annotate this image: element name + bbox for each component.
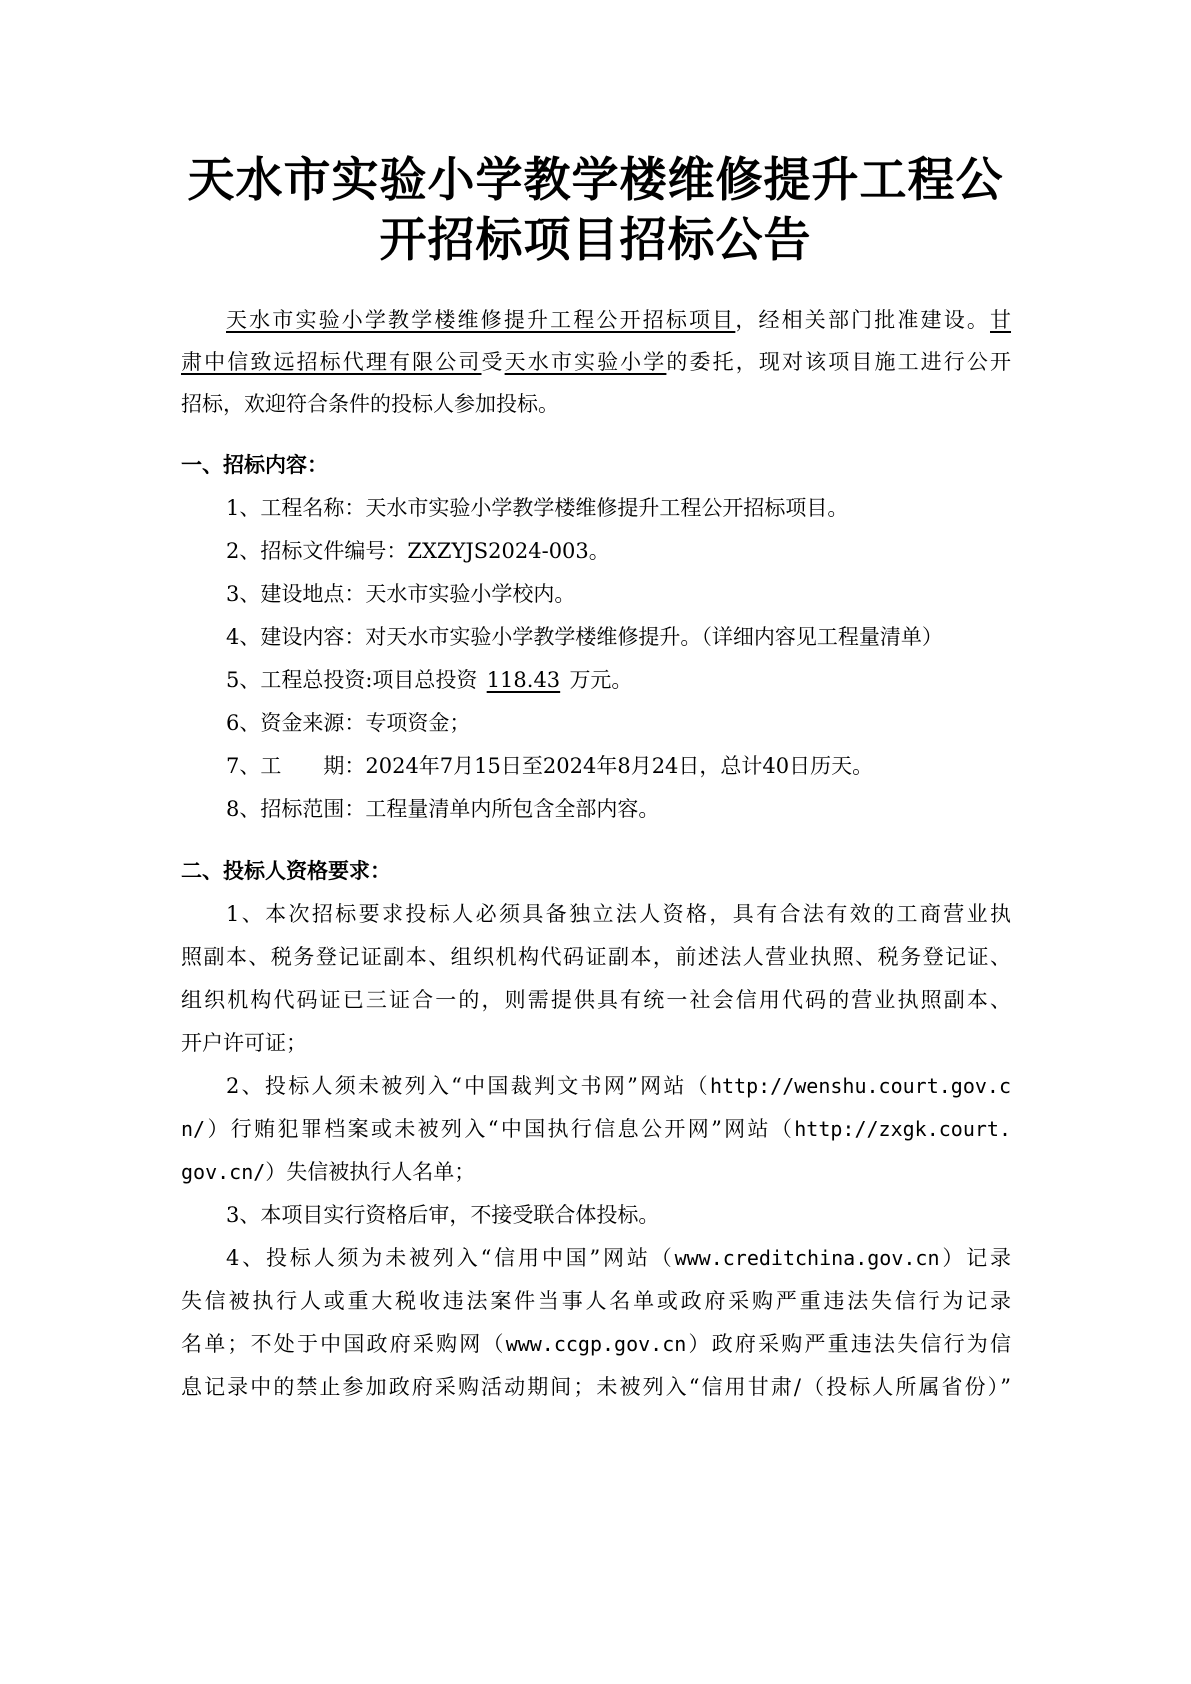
section-1-item-6: 6、资金来源：专项资金； xyxy=(226,711,471,735)
project-name: 天水市实验小学教学楼维修提升工程公开招标项目 xyxy=(226,308,736,332)
client-name: 天水市实验小学 xyxy=(504,350,667,374)
wenshu-url-part-1: http://wenshu.court.gov.c xyxy=(709,1074,1011,1098)
requirement-2-text-2: ）行贿犯罪档案或未被列入“中国执行信息公开网”网站（ xyxy=(205,1117,795,1141)
section-1-item-5 xyxy=(226,665,1011,695)
requirement-4-line-1 xyxy=(226,1243,1011,1273)
intro-text-1: ，经相关部门批准建设。 xyxy=(735,308,991,332)
intro-text-3: 的委托，现对该项目施工进行公开 xyxy=(666,350,1012,374)
wenshu-url-part-2: n/ xyxy=(181,1117,206,1141)
zxgk-url-part-2: gov.cn/ xyxy=(181,1160,266,1184)
document-title-line-2: 开招标项目招标公告 xyxy=(379,213,812,268)
intro-text-2: 受 xyxy=(481,350,505,374)
requirement-2-line-2 xyxy=(181,1114,1011,1144)
investment-amount: 118.43 xyxy=(486,668,561,692)
ccgp-url: www.ccgp.gov.cn xyxy=(505,1332,687,1356)
intro-line-2 xyxy=(181,347,1011,377)
investment-unit: 万元。 xyxy=(569,668,633,692)
requirement-1-line-2: 照副本、税务登记证副本、组织机构代码证副本，前述法人营业执照、税务登记证、 xyxy=(181,945,1011,969)
agent-name-part-1: 甘 xyxy=(990,308,1012,332)
requirement-1-line-1: 1、本次招标要求投标人必须具备独立法人资格，具有合法有效的工商营业执 xyxy=(226,902,1011,926)
investment-label: 5、工程总投资:项目总投资 xyxy=(226,668,478,692)
requirement-4-text-1: 4、投标人须为未被列入“信用中国”网站（ xyxy=(226,1246,675,1270)
intro-line-3: 招标，欢迎符合条件的投标人参加投标。 xyxy=(181,392,559,416)
creditchina-url: www.creditchina.gov.cn xyxy=(674,1246,940,1270)
requirement-2-text-1: 2、投标人须未被列入“中国裁判文书网”网站（ xyxy=(226,1074,710,1098)
requirement-2-line-3 xyxy=(181,1157,1011,1187)
section-1-item-3: 3、建设地点：天水市实验小学校内。 xyxy=(226,582,576,606)
requirement-4-line-3 xyxy=(181,1329,1011,1359)
requirement-4-text-4: ）政府采购严重违法失信行为信 xyxy=(686,1332,1011,1356)
document-title-line-1: 天水市实验小学教学楼维修提升工程公 xyxy=(187,153,1004,208)
section-1-item-4: 4、建设内容：对天水市实验小学教学楼维修提升。（详细内容见工程量清单） xyxy=(226,625,943,649)
zxgk-url-part-1: http://zxgk.court. xyxy=(794,1117,1011,1141)
requirement-2-line-1 xyxy=(226,1071,1011,1101)
requirement-3: 3、本项目实行资格后审，不接受联合体投标。 xyxy=(226,1203,660,1227)
requirement-4-text-2: ）记录 xyxy=(939,1246,1011,1270)
requirement-2-text-3: ）失信被执行人名单； xyxy=(265,1160,476,1184)
requirement-4-text-3: 名单；不处于中国政府采购网（ xyxy=(181,1332,506,1356)
section-2-heading: 二、投标人资格要求： xyxy=(181,859,391,883)
section-1-item-1: 1、工程名称：天水市实验小学教学楼维修提升工程公开招标项目。 xyxy=(226,496,849,520)
requirement-4-line-2: 失信被执行人或重大税收违法案件当事人名单或政府采购严重违法失信行为记录 xyxy=(181,1289,1011,1313)
requirement-1-line-3: 组织机构代码证已三证合一的，则需提供具有统一社会信用代码的营业执照副本、 xyxy=(181,988,1011,1012)
requirement-1-line-4: 开户许可证； xyxy=(181,1031,307,1055)
section-1-item-8: 8、招标范围：工程量清单内所包含全部内容。 xyxy=(226,797,660,821)
section-1-item-7: 7、工 期：2024年7月15日至2024年8月24日，总计40日历天。 xyxy=(226,754,874,778)
agent-name-part-2: 肃中信致远招标代理有限公司 xyxy=(181,350,482,374)
requirement-4-line-4: 息记录中的禁止参加政府采购活动期间；未被列入“信用甘肃/（投标人所属省份）” xyxy=(181,1375,1011,1399)
section-1-item-2: 2、招标文件编号：ZXZYJS2024-003。 xyxy=(226,539,610,563)
intro-line-1 xyxy=(226,305,1011,335)
section-1-heading: 一、招标内容： xyxy=(181,453,328,477)
